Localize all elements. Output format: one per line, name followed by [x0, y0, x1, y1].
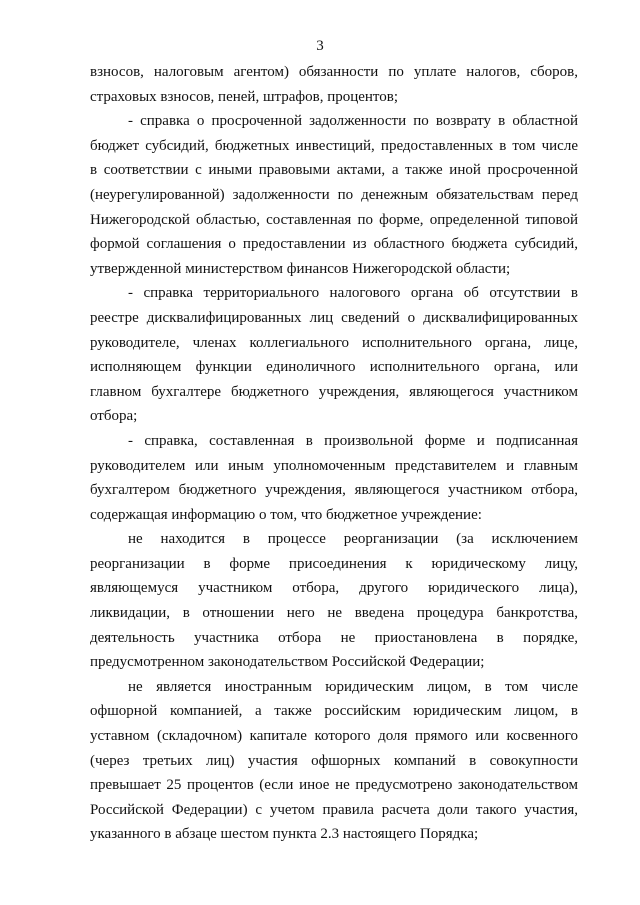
text-line: отбора;	[90, 408, 138, 425]
text-line: указанного в абзаце шестом пункта 2.3 настоящего Порядка;	[90, 826, 479, 843]
text-line: страховых взносов, пеней, штрафов, процентов;	[90, 88, 399, 105]
text-line: утвержденной министерством финансов Нижегородской области;	[90, 260, 511, 277]
text-line: (неурегулированной) задолженности по денежным обязательствам перед	[90, 186, 578, 203]
text-line: формой соглашения о предоставлении из областного бюджета субсидий,	[90, 236, 578, 253]
text-line: руководителем или иным уполномоченным представителем и главным	[90, 457, 578, 474]
text-line: Российской Федерации) с учетом правила расчета доли такого участия,	[90, 801, 578, 818]
text-line: взносов, налоговым агентом) обязанности по уплате налогов, сборов,	[90, 64, 578, 80]
text-line: в соответствии с иными правовыми актами, а также иной просроченной	[90, 162, 578, 179]
paragraph-tax-authority-certificate	[90, 281, 578, 429]
text-line: деятельность участника отбора не приостановлена в порядке,	[90, 629, 578, 646]
text-line: исполняющем функции единоличного исполнительного органа, или	[90, 359, 578, 376]
text-line: предусмотренном законодательством Российской Федерации;	[90, 654, 485, 671]
text-line: реестре дисквалифицированных лиц сведений о дисквалифицированных	[90, 309, 578, 326]
text-line: главном бухгалтере бюджетного учреждения, являющегося участником	[90, 383, 578, 400]
text-line: реорганизации в форме присоединения к юридическому лицу,	[90, 555, 578, 572]
paragraph-reorganization	[90, 527, 578, 675]
text-line: - справка территориального налогового органа об отсутствии в	[128, 285, 578, 302]
text-line: бухгалтером бюджетного учреждения, являющегося участником отбора,	[90, 482, 578, 499]
text-line: не является иностранным юридическим лицом, в том числе	[128, 678, 578, 695]
paragraph-free-form-certificate	[90, 429, 578, 527]
text-line: содержащая информацию о том, что бюджетное учреждение:	[90, 506, 482, 523]
text-line: - справка, составленная в произвольной форме и подписанная	[128, 432, 578, 449]
text-line: офшорной компанией, а также российским юридическим лицом, в	[90, 703, 578, 720]
text-line: (через третьих лиц) участия офшорных компаний в совокупности	[90, 752, 578, 769]
document-body	[90, 60, 578, 847]
text-line: являющемуся участником отбора, другого юридического лица),	[90, 580, 578, 597]
text-line: уставном (складочном) капитале которого доля прямого или косвенного	[90, 728, 578, 745]
text-line: превышает 25 процентов (если иное не предусмотрено законодательством	[90, 777, 578, 794]
text-line: бюджет субсидий, бюджетных инвестиций, предоставленных в том числе	[90, 137, 578, 154]
page-number: 3	[316, 38, 324, 54]
text-line: - справка о просроченной задолженности по возврату в областной	[128, 113, 578, 130]
paragraph-continuation	[90, 60, 578, 109]
text-line: не находится в процессе реорганизации (за исключением	[128, 531, 578, 548]
text-line: руководителе, членах коллегиального исполнительного органа, лице,	[90, 334, 578, 351]
text-line: Нижегородской областью, составленная по форме, определенной типовой	[90, 211, 578, 228]
text-line: ликвидации, в отношении него не введена процедура банкротства,	[90, 605, 578, 622]
paragraph-debt-certificate	[90, 109, 578, 281]
paragraph-offshore	[90, 675, 578, 847]
